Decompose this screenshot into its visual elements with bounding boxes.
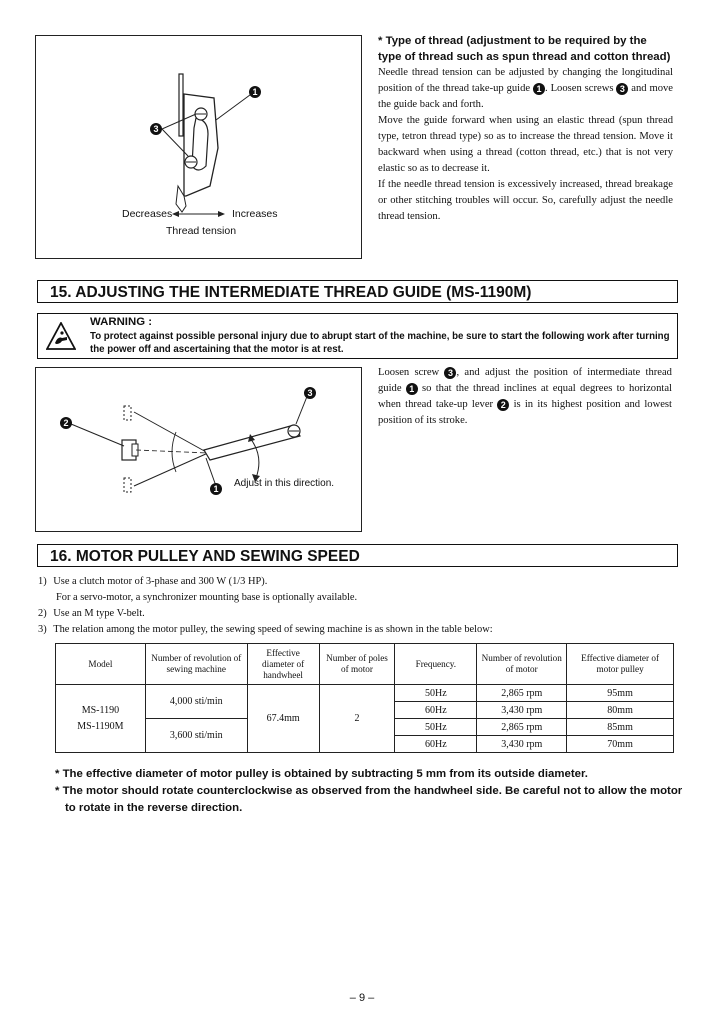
note-motor-rotation: * The motor should rotate counterclockwise as observed from the handwheel side. Be careful not to allow the motor to rotate in the reverse direction. <box>55 785 683 814</box>
thread-type-heading: * Type of thread (adjustment to be required by the type of thread such as spun thread and cotton thread) <box>378 35 671 63</box>
section-16-heading: 16. MOTOR PULLEY AND SEWING SPEED <box>37 544 678 567</box>
sewing-speed-cell: 3,600 sti/min <box>145 719 247 753</box>
thread-type-paragraphs <box>378 65 673 225</box>
table-header: Number of poles of motor <box>319 644 395 685</box>
motor-rpm-cell: 2,865 rpm <box>477 685 567 702</box>
table-header: Number of revolution of motor <box>477 644 567 685</box>
thread-type-p1: Needle thread tension can be adjusted by changing the longitudinal position of the thread take-up guide 1 . Loosen screws 3 and move the guide back and forth. <box>378 67 673 110</box>
table-header-row <box>56 644 674 685</box>
motor-rpm-cell: 3,430 rpm <box>477 702 567 719</box>
intermediate-guide-figure <box>35 367 362 532</box>
list-item: 2) Use an M type V-belt. <box>38 608 145 619</box>
table-header: Effective diameter of motor pulley <box>567 644 674 685</box>
inline-circle-1: 1 <box>406 383 418 395</box>
callout-guide-1: 1 <box>249 86 261 98</box>
warning-title: WARNING : <box>90 316 153 328</box>
section-15-instructions: Loosen screw 3 , and adjust the position of intermediate thread guide 1 so that the thread inclines at equal degrees to horizontal when thread take-up lever 2 is in its highest position and lowest position of its stroke. <box>378 367 672 426</box>
inline-circle-2: 2 <box>497 399 509 411</box>
label-adjust-direction: Adjust in this direction. <box>234 478 335 489</box>
inline-circle-1: 1 <box>533 83 545 95</box>
thread-type-p2: Move the guide forward when using an elastic thread (spun thread type, tetron thread type) so as to increase the thread tension. Move it backward when using a thread (cotton thread, etc.) that is not very elastic so as to decrease it. <box>378 115 673 174</box>
thread-type-p3: If the needle thread tension is excessively increased, thread breakage or other stitching troubles will occur. So, carefully adjust the needle thread tension. <box>378 179 673 222</box>
list-item: 3) The relation among the motor pulley, the sewing speed of sewing machine is as shown in the table below: <box>38 624 493 635</box>
pulley-diameter-cell: 80mm <box>567 702 674 719</box>
model-cell: MS-1190 MS-1190M <box>56 685 146 753</box>
motor-pulley-table <box>55 643 674 753</box>
motor-rpm-cell: 3,430 rpm <box>477 736 567 753</box>
thread-tension-figure <box>35 35 362 259</box>
callout-lever-2: 2 <box>60 417 72 429</box>
table-header: Number of revolution of sewing machine <box>145 644 247 685</box>
section-15-heading: 15. ADJUSTING THE INTERMEDIATE THREAD GUIDE (MS-1190M) <box>37 280 678 303</box>
sewing-speed-cell: 4,000 sti/min <box>145 685 247 719</box>
pulley-diameter-cell: 85mm <box>567 719 674 736</box>
table-row <box>56 685 674 702</box>
callout-guide-1: 1 <box>210 483 222 495</box>
poles-cell: 2 <box>319 685 395 753</box>
inline-circle-3: 3 <box>444 367 456 379</box>
note-pulley-diameter: * The effective diameter of motor pulley is obtained by subtracting 5 mm from its outside diameter. <box>55 768 588 780</box>
table-header: Frequency. <box>395 644 477 685</box>
list-item: 1) Use a clutch motor of 3-phase and 300 W (1/3 HP). <box>38 576 268 587</box>
page-number: – 9 – <box>349 992 375 1004</box>
label-increases: Increases <box>232 208 278 220</box>
frequency-cell: 50Hz <box>395 719 477 736</box>
list-item: For a servo-motor, a synchronizer mounting base is optionally available. <box>56 592 358 603</box>
pulley-diameter-cell: 95mm <box>567 685 674 702</box>
pulley-diameter-cell: 70mm <box>567 736 674 753</box>
warning-box <box>37 313 678 359</box>
callout-screws-3: 3 <box>150 123 162 135</box>
label-thread-tension: Thread tension <box>166 225 237 237</box>
warning-text: To protect against possible personal injury due to abrupt start of the machine, be sure to start the following work after turning the power off and ascertaining that the motor is at rest. <box>90 331 670 355</box>
table-header: Effective diameter of handwheel <box>247 644 319 685</box>
handwheel-cell: 67.4mm <box>247 685 319 753</box>
callout-screw-3: 3 <box>304 387 316 399</box>
frequency-cell: 50Hz <box>395 685 477 702</box>
frequency-cell: 60Hz <box>395 702 477 719</box>
label-decreases: Decreases <box>122 208 173 220</box>
frequency-cell: 60Hz <box>395 736 477 753</box>
table-header: Model <box>56 644 146 685</box>
thread-type-text-block <box>378 33 673 225</box>
inline-circle-3: 3 <box>616 83 628 95</box>
warning-hand-icon <box>46 322 76 350</box>
motor-rpm-cell: 2,865 rpm <box>477 719 567 736</box>
